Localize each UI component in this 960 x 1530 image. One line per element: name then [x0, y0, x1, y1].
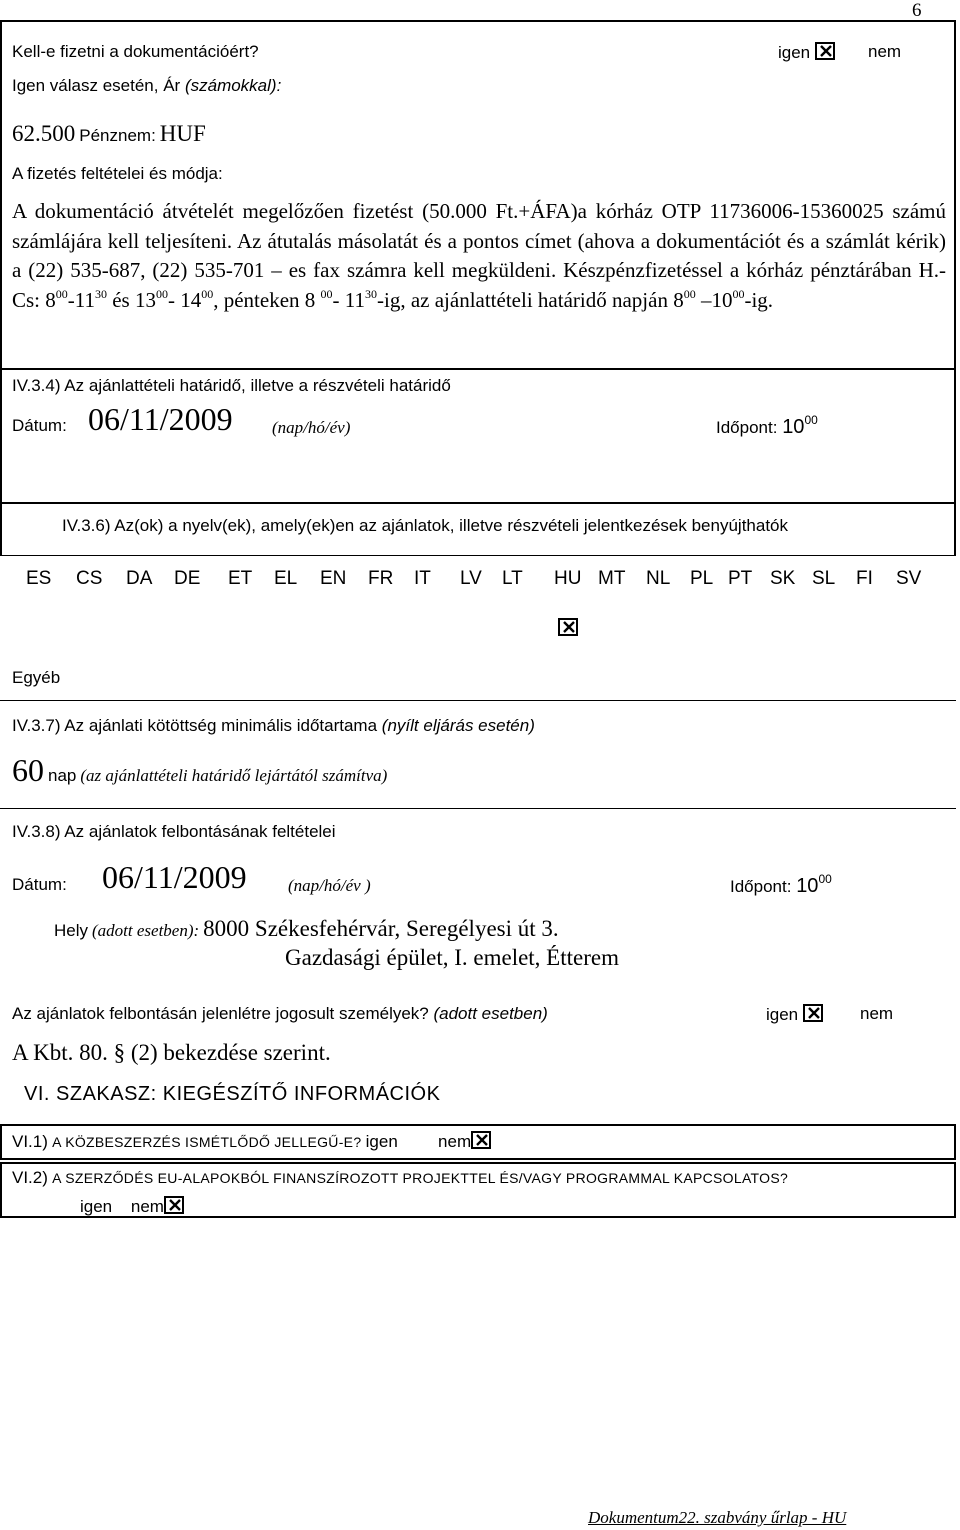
place-line1: 8000 Székesfehérvár, Seregélyesi út 3. — [203, 916, 559, 941]
binding-heading-main: IV.3.7) Az ajánlati kötöttség minimális időtartama — [12, 716, 378, 735]
opening-date-format: (nap/hó/év ) — [288, 876, 371, 895]
deadline-time-hour: 10 — [782, 416, 805, 438]
vi2-no-label[interactable]: nem — [130, 1197, 164, 1216]
language-code-it[interactable]: IT — [414, 568, 431, 589]
section6-title: VI. SZAKASZ: KIEGÉSZÍTŐ INFORMÁCIÓK — [24, 1083, 441, 1105]
language-code-fi[interactable]: FI — [856, 568, 873, 589]
place-line2: Gazdasági épület, I. emelet, Étterem — [285, 945, 619, 970]
language-code-fr[interactable]: FR — [368, 568, 394, 589]
language-code-pl[interactable]: PL — [690, 568, 714, 589]
vi2-answers — [80, 1196, 184, 1217]
footer: Dokumentum22. szabvány űrlap - HU — [588, 1508, 847, 1527]
price-label: Igen válasz esetén, Ár — [12, 76, 181, 95]
opening-time-min: 00 — [818, 872, 832, 886]
attend-yes-checkbox[interactable] — [803, 1004, 823, 1022]
opening-time-hour: 10 — [796, 875, 819, 897]
language-code-de[interactable]: DE — [174, 568, 201, 589]
payment-yes-checkbox[interactable] — [815, 42, 835, 60]
deadline-date-value: 06/11/2009 — [88, 401, 233, 437]
page-number: 6 — [912, 0, 922, 21]
opening-date-label: Dátum: — [12, 875, 67, 894]
check-x-icon — [474, 1133, 490, 1147]
payment-yes-label: igen — [778, 43, 811, 62]
vi1-no-label[interactable]: nem — [438, 1132, 472, 1151]
payment-no-label[interactable]: nem — [868, 42, 902, 61]
deadline-time-label: Időpont: — [716, 418, 778, 437]
opening-time-label: Időpont: — [730, 877, 792, 896]
payment-section — [0, 20, 956, 370]
vi1-yes-label[interactable]: igen — [365, 1132, 398, 1151]
price-line — [12, 121, 206, 147]
vi1-num: VI.1) — [12, 1132, 48, 1151]
opening-time — [730, 872, 832, 898]
attend-yes-option[interactable] — [766, 1004, 823, 1025]
language-code-pt[interactable]: PT — [728, 568, 753, 589]
deadline-time — [716, 413, 818, 439]
binding-value-line — [12, 752, 387, 789]
place-note: (adott esetben): — [92, 921, 200, 940]
check-x-icon — [818, 44, 834, 58]
check-x-icon — [561, 620, 577, 634]
vi1-no-checkbox[interactable] — [471, 1131, 491, 1149]
price-value: 62.500 — [12, 121, 76, 146]
binding-value: 60 — [12, 752, 44, 788]
language-code-hu[interactable]: HU — [554, 568, 582, 589]
deadline-heading: IV.3.4) Az ajánlattételi határidő, illetve a részvételi határidő — [12, 376, 451, 395]
language-code-da[interactable]: DA — [126, 568, 153, 589]
terms-label: A fizetés feltételei és módja: — [12, 164, 223, 183]
vi2-yes-label[interactable]: igen — [80, 1197, 113, 1216]
price-label-line — [12, 76, 281, 96]
opening-place — [54, 916, 559, 942]
language-code-nl[interactable]: NL — [646, 568, 671, 589]
vi1-text: A KÖZBESZERZÉS ISMÉTLŐDŐ JELLEGŰ-E? — [52, 1134, 362, 1150]
currency-label: Pénznem: — [79, 126, 156, 145]
attend-answer: A Kbt. 80. § (2) bekezdése szerint. — [12, 1040, 331, 1065]
deadline-date-format: (nap/hó/év) — [272, 418, 351, 437]
attend-question: Az ajánlatok felbontásán jelenlétre jogosult személyek? — [12, 1004, 429, 1023]
attend-question-line — [12, 1004, 548, 1024]
vi2-no-checkbox[interactable] — [164, 1196, 184, 1214]
divider — [0, 808, 956, 809]
payment-yes-option[interactable] — [778, 42, 835, 63]
attend-no-label[interactable]: nem — [860, 1004, 894, 1023]
binding-unit-note: (az ajánlattételi határidő lejártától számítva) — [80, 766, 388, 785]
payment-terms-text: A dokumentáció átvételét megelőzően fizetést (50.000 Ft.+ÁFA)a kórház OTP 11736006-15360025 számú számlájára kell teljesíteni. Az átutalás másolatát és a pontos címet (ahova a dokumentációt és a számlát kérik) a (22) 535-687, (22) 535-701 – es fax számra kell megküldeni. Készpénzfizetéssel a kórház pénztárában H.-Cs: $8^{00}-11^{30}$ és $13^{00}-$ $14^{00}$, pénteken 8 $^{00}$- $11^{30}-ig$, az ajánlattételi határidő napján $8^{00}$ $-10^{00}-ig$. — [12, 199, 946, 312]
language-code-sk[interactable]: SK — [770, 568, 796, 589]
languages-heading: IV.3.6) Az(ok) a nyelv(ek), amely(ek)en az ajánlatok, illetve részvételi jelentkezések benyújthatók — [62, 516, 789, 535]
vi2-text: A SZERZŐDÉS EU-ALAPOKBÓL FINANSZÍROZOTT PROJEKTTEL ÉS/VAGY PROGRAMMAL KAPCSOLATOS? — [52, 1170, 789, 1186]
language-code-sv[interactable]: SV — [896, 568, 922, 589]
price-note: (számokkal): — [184, 76, 282, 95]
vi2-question — [12, 1168, 788, 1188]
binding-heading — [12, 716, 535, 736]
language-code-en[interactable]: EN — [320, 568, 347, 589]
check-x-icon — [806, 1006, 822, 1020]
vi1-question — [12, 1131, 491, 1152]
binding-unit: nap — [48, 766, 77, 785]
language-code-sl[interactable]: SL — [812, 568, 836, 589]
language-code-lt[interactable]: LT — [502, 568, 523, 589]
currency-value: HUF — [159, 121, 206, 146]
language-code-es[interactable]: ES — [26, 568, 52, 589]
vi2-num: VI.2) — [12, 1168, 48, 1187]
attend-yes-label: igen — [766, 1005, 799, 1024]
divider — [0, 700, 956, 701]
deadline-date-label: Dátum: — [12, 416, 67, 435]
attend-note: (adott esetben) — [433, 1004, 548, 1023]
language-code-et[interactable]: ET — [228, 568, 253, 589]
language-code-mt[interactable]: MT — [598, 568, 626, 589]
place-label: Hely — [54, 921, 89, 940]
payment-question: Kell-e fizetni a dokumentációért? — [12, 42, 259, 61]
binding-heading-note: (nyílt eljárás esetén) — [381, 716, 535, 735]
language-hu-checkbox[interactable] — [558, 618, 578, 639]
language-code-el[interactable]: EL — [274, 568, 298, 589]
deadline-time-min: 00 — [804, 413, 818, 427]
opening-date-value: 06/11/2009 — [102, 859, 247, 895]
language-code-lv[interactable]: LV — [460, 568, 482, 589]
other-language-label: Egyéb — [12, 668, 61, 687]
opening-heading: IV.3.8) Az ajánlatok felbontásának feltételei — [12, 822, 336, 841]
check-x-icon — [167, 1198, 183, 1212]
language-code-cs[interactable]: CS — [76, 568, 103, 589]
